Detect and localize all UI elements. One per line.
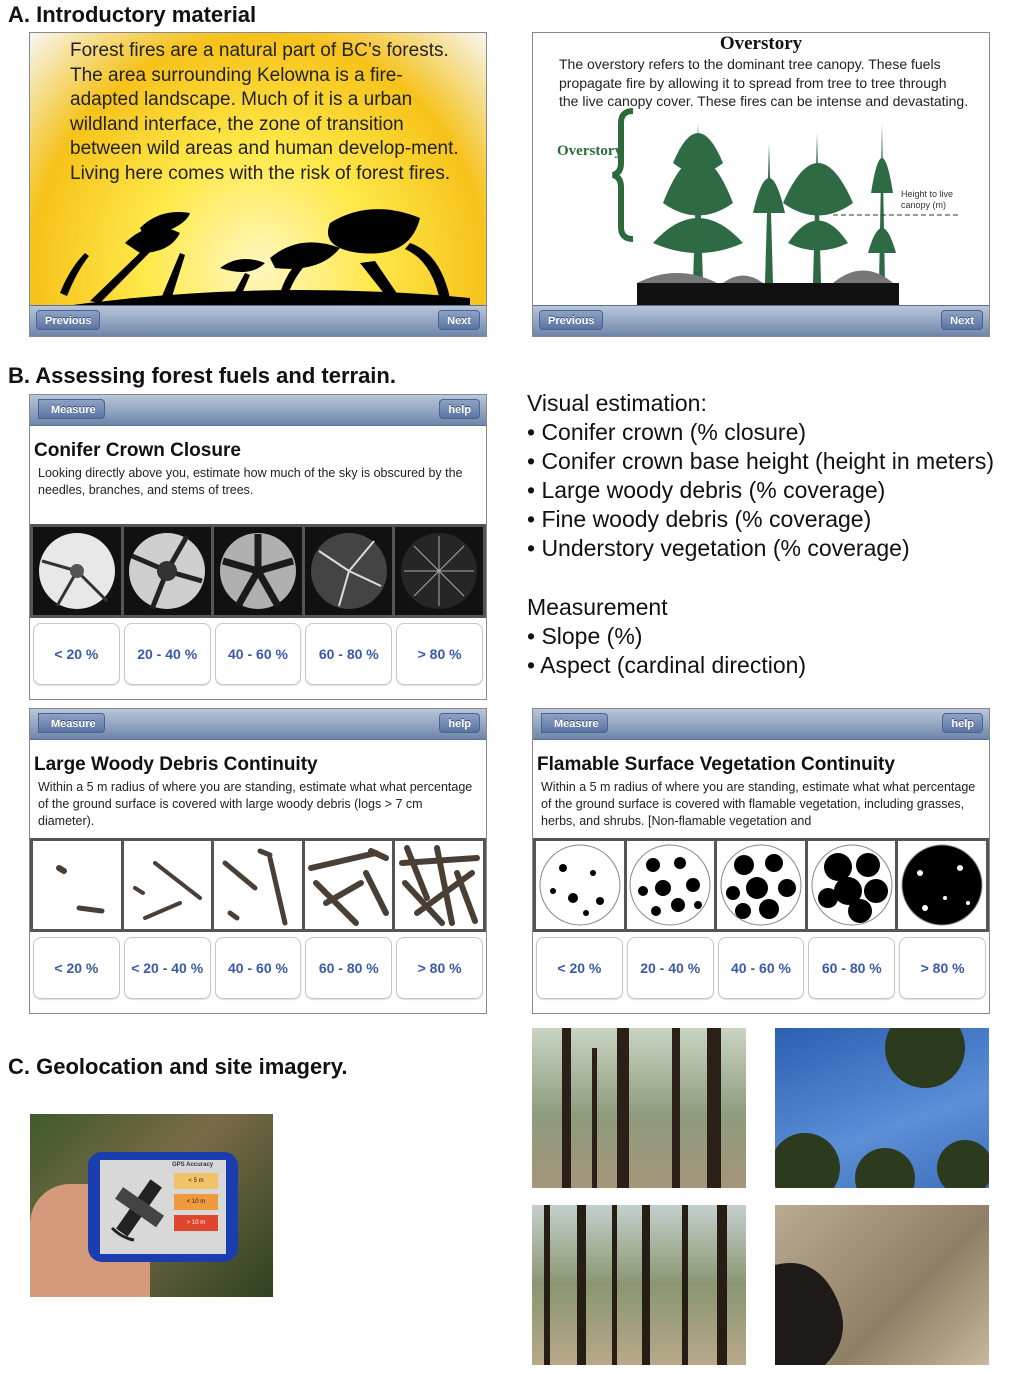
help-button[interactable]: help (439, 399, 480, 419)
crown-closure-instructions: Looking directly above you, estimate how much of the sky is obscured by the needles, branches, and stems of trees. (38, 466, 463, 497)
option-button[interactable]: > 80 % (899, 937, 986, 999)
satellite-icon (104, 1168, 174, 1248)
gps-phone-photo (30, 1114, 273, 1297)
help-button[interactable]: help (439, 713, 480, 733)
next-button[interactable]: Next (941, 310, 983, 330)
height-to-live-canopy-label: Height to live canopy (m) (901, 189, 954, 210)
option-button[interactable]: 40 - 60 % (718, 937, 805, 999)
surface-vegetation-top-bar (533, 709, 989, 740)
site-photo-forest (532, 1028, 746, 1188)
crown-closure-image-row (30, 524, 486, 618)
crown-closure-title: Conifer Crown Closure (34, 440, 241, 461)
crown-image-5[interactable] (395, 527, 483, 615)
intro-panel (29, 32, 487, 337)
woody-debris-image-row (30, 838, 486, 932)
option-button[interactable]: < 20 % (536, 937, 623, 999)
visual-estimation-heading: Visual estimation: (527, 390, 707, 416)
woody-debris-options (30, 933, 486, 1003)
visual-estimation-list (527, 389, 994, 563)
option-button[interactable]: > 80 % (396, 623, 483, 685)
crown-closure-panel (29, 394, 487, 700)
phone-body (88, 1152, 238, 1262)
measurement-heading: Measurement (527, 594, 668, 620)
measurement-list (527, 593, 806, 680)
previous-button[interactable]: Previous (539, 310, 603, 330)
help-button[interactable]: help (942, 713, 983, 733)
measure-back-button[interactable]: Measure (38, 713, 105, 733)
vegetation-image-3[interactable] (717, 841, 805, 929)
surface-vegetation-instructions: Within a 5 m radius of where you are standing, estimate what what percentage of the ground surface is covered with flamable vegetation, including grasses, herbs, and shrubs. [Non-flamable vegetation and (541, 780, 976, 828)
option-button[interactable]: 60 - 80 % (808, 937, 895, 999)
option-button[interactable]: 60 - 80 % (305, 623, 392, 685)
crown-closure-options (30, 619, 486, 689)
measure-back-button[interactable]: Measure (541, 713, 608, 733)
crown-image-4[interactable] (305, 527, 393, 615)
gps-accuracy-title: GPS Accuracy (172, 1162, 214, 1168)
overstory-bracket-label: Overstory (557, 143, 622, 159)
next-button[interactable]: Next (438, 310, 480, 330)
gps-level-5m: < 5 m (174, 1173, 218, 1189)
section-b-heading: B. Assessing forest fuels and terrain. (8, 363, 396, 388)
crown-image-3[interactable] (214, 527, 302, 615)
overstory-title: Overstory (719, 33, 803, 54)
overstory-panel (532, 32, 990, 337)
intro-text: Forest fires are a natural part of BC’s forests. The area surrounding Kelowna is a fire-adapted landscape. Much of it is a urban wildland interface, the zone of transition between wild areas and human develop-ment. Living here comes with the risk of forest fires. (70, 40, 459, 184)
option-button[interactable]: < 20 % (33, 937, 120, 999)
option-button[interactable]: 20 - 40 % (627, 937, 714, 999)
option-button[interactable]: 40 - 60 % (215, 623, 302, 685)
list-item: • Aspect (cardinal direction) (527, 652, 807, 678)
site-photo-ground (775, 1205, 989, 1365)
list-item: • Slope (%) (527, 623, 643, 649)
option-button[interactable]: 20 - 40 % (124, 623, 211, 685)
crown-image-2[interactable] (124, 527, 212, 615)
gps-level-over-10m: > 10 m (174, 1215, 218, 1231)
section-c-heading: C. Geolocation and site imagery. (8, 1054, 348, 1079)
option-button[interactable]: < 20 - 40 % (124, 937, 211, 999)
previous-button[interactable]: Previous (36, 310, 100, 330)
woody-debris-instructions: Within a 5 m radius of where you are standing, estimate what what percentage of the ground surface is covered with large woody debris (logs > 7 cm diameter). (38, 780, 473, 828)
surface-vegetation-options (533, 933, 989, 1003)
vegetation-image-1[interactable] (536, 841, 624, 929)
option-button[interactable]: 40 - 60 % (215, 937, 302, 999)
list-item: • Conifer crown base height (height in meters) (527, 448, 994, 474)
debris-image-5[interactable] (395, 841, 483, 929)
surface-vegetation-title: Flamable Surface Vegetation Continuity (537, 754, 895, 775)
vegetation-image-4[interactable] (808, 841, 896, 929)
woody-debris-panel (29, 708, 487, 1014)
crown-image-1[interactable] (33, 527, 121, 615)
debris-image-2[interactable] (124, 841, 212, 929)
gps-level-10m: < 10 m (174, 1194, 218, 1210)
overstory-bottom-bar (533, 305, 989, 336)
surface-vegetation-panel (532, 708, 990, 1014)
measure-back-button[interactable]: Measure (38, 399, 105, 419)
section-a-heading: A. Introductory material (8, 2, 257, 27)
list-item: • Large woody debris (% coverage) (527, 477, 886, 503)
woody-debris-title: Large Woody Debris Continuity (34, 754, 318, 775)
vegetation-image-2[interactable] (627, 841, 715, 929)
site-photo-stand (532, 1205, 746, 1365)
option-button[interactable]: < 20 % (33, 623, 120, 685)
debris-image-4[interactable] (305, 841, 393, 929)
phone-screen (100, 1160, 226, 1254)
option-button[interactable]: 60 - 80 % (305, 937, 392, 999)
list-item: • Fine woody debris (% coverage) (527, 506, 872, 532)
debris-image-1[interactable] (33, 841, 121, 929)
surface-vegetation-image-row (533, 838, 989, 932)
woody-debris-top-bar (30, 709, 486, 740)
tree-silhouette-illustration (30, 183, 487, 308)
list-item: • Understory vegetation (% coverage) (527, 535, 910, 561)
site-photo-canopy (775, 1028, 989, 1188)
overstory-text: The overstory refers to the dominant tree canopy. These fuels propagate fire by allowing it to spread from tree to tree through the live canopy cover. These fires can be intense and devastating. (559, 56, 969, 109)
option-button[interactable]: > 80 % (396, 937, 483, 999)
intro-bottom-bar (30, 305, 486, 336)
list-item: • Conifer crown (% closure) (527, 419, 807, 445)
crown-closure-top-bar (30, 395, 486, 426)
debris-image-3[interactable] (214, 841, 302, 929)
vegetation-image-5[interactable] (898, 841, 986, 929)
